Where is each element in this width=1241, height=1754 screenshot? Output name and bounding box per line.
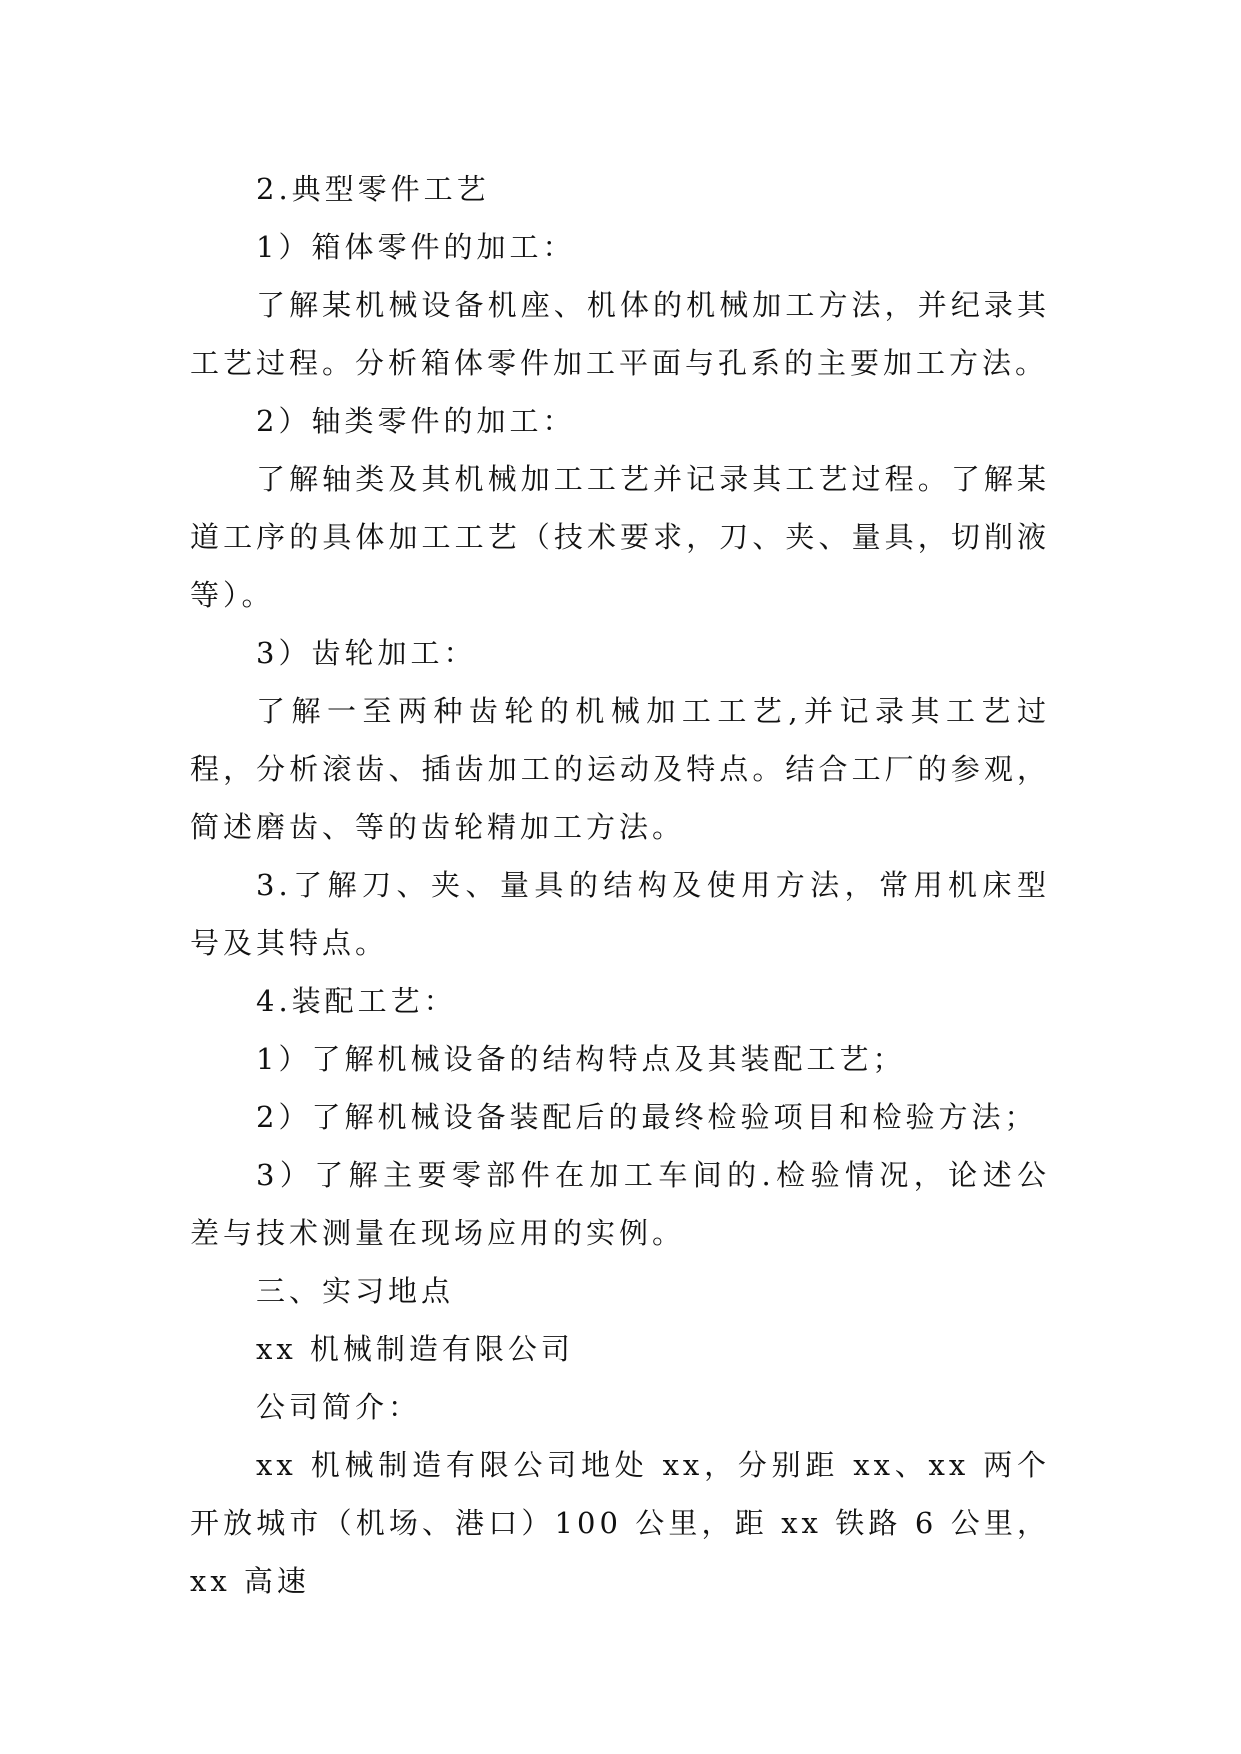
paragraph-section-3: 3.了解刀、夹、量具的结构及使用方法，常用机床型号及其特点。 <box>190 868 1050 960</box>
paragraph-box-parts-heading: 1）箱体零件的加工： <box>256 230 576 264</box>
paragraph-section-4-title: 4.装配工艺： <box>256 984 457 1018</box>
paragraph-gear-body: 了解一至两种齿轮的机械加工工艺,并记录其工艺过程，分析滚齿、插齿加工的运动及特点。结合工厂的参观，简述磨齿、等的齿轮精加工方法。 <box>190 694 1050 844</box>
paragraph-section-2-title: 2.典型零件工艺 <box>256 172 490 206</box>
document-body <box>190 160 1050 1610</box>
paragraph-assembly-item-3: 3）了解主要零部件在加工车间的.检验情况，论述公差与技术测量在现场应用的实例。 <box>190 1158 1050 1250</box>
paragraph-company-name: xx 机械制造有限公司 <box>256 1332 574 1366</box>
paragraph-gear-heading: 3）齿轮加工： <box>256 636 477 670</box>
paragraph-shaft-parts-body: 了解轴类及其机械加工工艺并记录其工艺过程。了解某道工序的具体加工工艺（技术要求，刀、夹、量具，切削液等）。 <box>190 462 1050 612</box>
paragraph-assembly-item-2: 2）了解机械设备装配后的最终检验项目和检验方法； <box>256 1100 1038 1134</box>
paragraph-box-parts-body: 了解某机械设备机座、机体的机械加工方法，并纪录其工艺过程。分析箱体零件加工平面与孔系的主要加工方法。 <box>190 288 1050 380</box>
paragraph-company-intro-body: xx 机械制造有限公司地处 xx，分别距 xx、xx 两个开放城市（机场、港口）100 公里，距 xx 铁路 6 公里，xx 高速 <box>190 1448 1050 1598</box>
paragraph-company-intro-heading: 公司简介： <box>256 1390 422 1424</box>
paragraph-internship-location-title: 三、实习地点 <box>256 1274 455 1308</box>
paragraph-assembly-item-1: 1）了解机械设备的结构特点及其装配工艺； <box>256 1042 906 1076</box>
paragraph-shaft-parts-heading: 2）轴类零件的加工： <box>256 404 576 438</box>
